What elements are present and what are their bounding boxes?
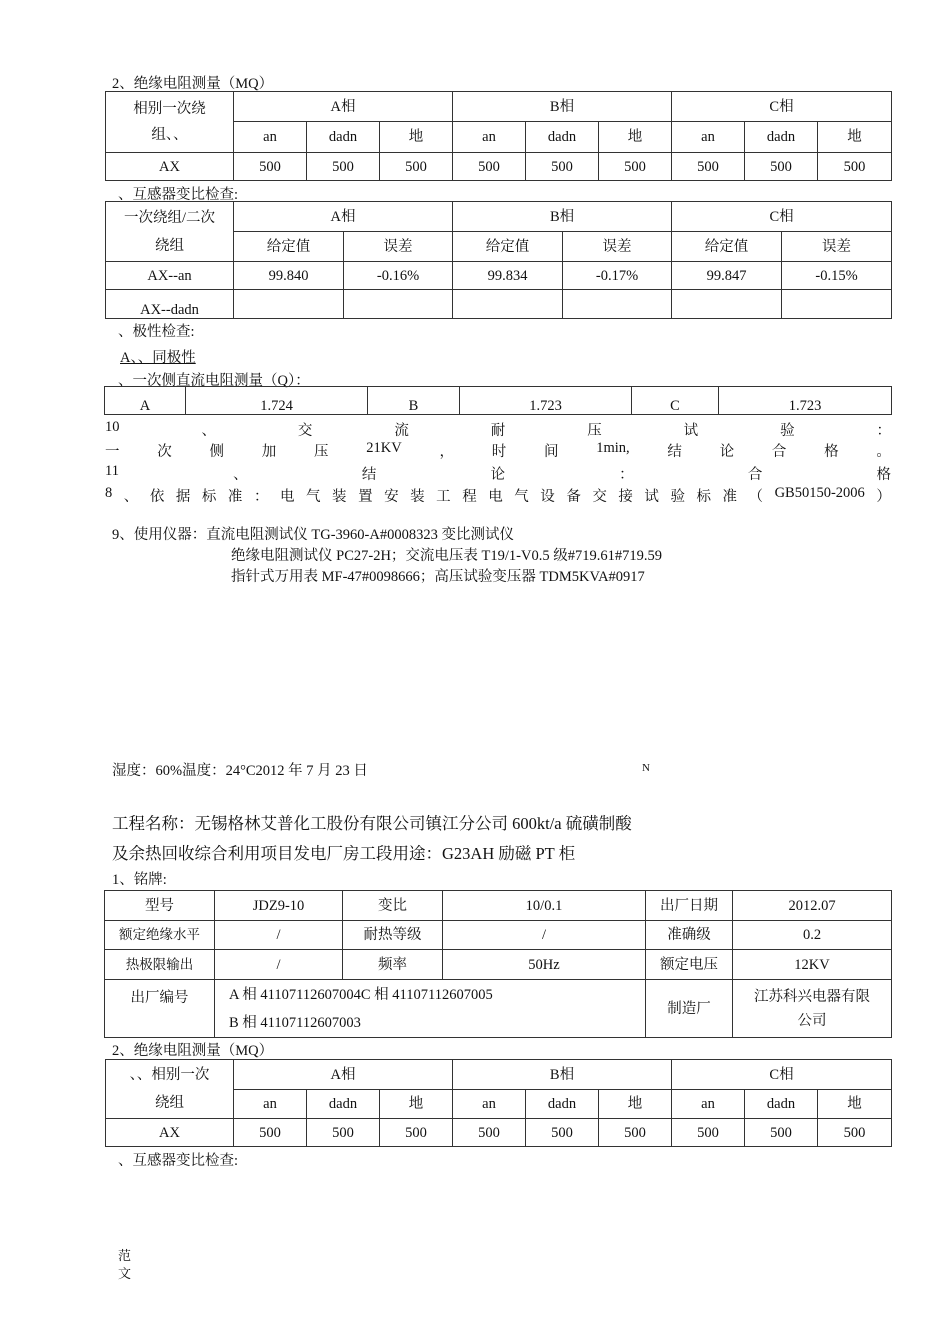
mark-glyph: N: [642, 762, 650, 774]
value-cell: 99.840: [234, 262, 344, 290]
value-cell: 500: [672, 153, 745, 181]
standard-line: 8 、 依 据 标 准 ： 电 气 装 置 安 装 工 程 电 气 设 备 交 接 试 验 标 准 （ GB50150-2006 ）: [105, 485, 891, 505]
phase-label: B: [368, 387, 460, 415]
value-cell: 1.723: [719, 387, 892, 415]
field-value: 江苏科兴电器有限 公司: [733, 980, 892, 1038]
sub-header: an: [453, 1090, 526, 1119]
row-label: AX--an: [106, 262, 234, 290]
phase-header: A相: [234, 1060, 453, 1090]
sub-header: dadn: [526, 122, 599, 153]
footer-char-2: 文: [118, 1266, 132, 1281]
sub-header: dadn: [307, 1090, 380, 1119]
value-cell: 500: [745, 153, 818, 181]
project-name-line-2: 及余热回收综合利用项目发电厂房工段用途：G23AH 励磁 PT 柜: [112, 844, 576, 863]
sub-header: 给定值: [234, 232, 344, 262]
field-label: 耐热等级: [343, 921, 443, 950]
phase-header: B相: [453, 1060, 672, 1090]
field-label: 额定绝缘水平: [105, 921, 215, 950]
value-cell: [563, 290, 672, 319]
value-cell: [782, 290, 892, 319]
dc-resistance-table: [104, 386, 892, 415]
sub-header: an: [672, 1090, 745, 1119]
phase-header: C相: [672, 1060, 892, 1090]
polarity-result: A、、同极性: [120, 350, 196, 366]
ac-withstand-line: 10 、 交 流 耐 压 试 验 ：: [105, 419, 891, 439]
value-cell: 500: [745, 1119, 818, 1147]
field-value: JDZ9-10: [215, 891, 343, 921]
phase-label: A: [105, 387, 186, 415]
value-cell: 500: [380, 1119, 453, 1147]
field-value: 50Hz: [443, 950, 646, 980]
value-cell: 500: [380, 153, 453, 181]
field-label: 热极限输出: [105, 950, 215, 980]
sub-header: 给定值: [672, 232, 782, 262]
sub-header: dadn: [307, 122, 380, 153]
value-cell: 500: [526, 1119, 599, 1147]
value-cell: 500: [818, 1119, 892, 1147]
sub-header: 地: [818, 122, 892, 153]
value-cell: 99.847: [672, 262, 782, 290]
corner-cell: 、、相别一次 绕组: [106, 1060, 234, 1119]
sub-header: 地: [380, 122, 453, 153]
value-cell: 500: [307, 1119, 380, 1147]
conclusion-line: 11 、 结 论 ： 合 格: [105, 463, 891, 483]
field-label: 准确级: [646, 921, 733, 950]
serial-numbers: A 相 41107112607004C 相 41107112607005 B 相 41107112607003: [215, 980, 646, 1038]
sub-header: an: [234, 1090, 307, 1119]
sub-header: 误差: [344, 232, 453, 262]
phase-header: A相: [234, 92, 453, 122]
field-value: /: [215, 921, 343, 950]
sub-header: 地: [599, 122, 672, 153]
field-value: 2012.07: [733, 891, 892, 921]
value-cell: [234, 290, 344, 319]
corner-cell: 相别一次绕 组、、: [106, 92, 234, 153]
value-cell: 500: [672, 1119, 745, 1147]
value-cell: 99.834: [453, 262, 563, 290]
field-label: 型号: [105, 891, 215, 921]
value-cell: 500: [818, 153, 892, 181]
sub-header: 给定值: [453, 232, 563, 262]
value-cell: 500: [599, 153, 672, 181]
value-cell: 500: [453, 153, 526, 181]
instruments-line-3: 指针式万用表 MF-47#0098666；高压试验变压器 TDM5KVA#0917: [231, 569, 645, 585]
value-cell: 500: [526, 153, 599, 181]
sub-header: 地: [599, 1090, 672, 1119]
value-cell: 500: [453, 1119, 526, 1147]
row-label: AX: [106, 153, 234, 181]
field-label: 额定电压: [646, 950, 733, 980]
footer-char-1: 范: [118, 1248, 132, 1263]
field-label: 出厂编号: [105, 980, 215, 1038]
ac-withstand-detail: 一 次 侧 加 压 21KV ， 时 间 1min, 结 论 合 格 。: [105, 440, 891, 460]
value-cell: [453, 290, 563, 319]
value-cell: 500: [307, 153, 380, 181]
row-label: AX--dadn: [106, 290, 234, 319]
sub-header: an: [453, 122, 526, 153]
value-cell: 500: [234, 1119, 307, 1147]
value-cell: [344, 290, 453, 319]
field-label: 制造厂: [646, 980, 733, 1038]
phase-header: B相: [453, 92, 672, 122]
sub-header: dadn: [745, 122, 818, 153]
environment-line: 湿度：60%温度：24°C2012 年 7 月 23 日: [112, 763, 368, 779]
field-value: /: [443, 921, 646, 950]
instruments-line-1: 9、使用仪器：直流电阻测试仪 TG-3960-A#0008323 变比测试仪: [112, 527, 514, 543]
field-value: /: [215, 950, 343, 980]
insulation-table-1: [105, 91, 892, 181]
corner-cell: 一次绕组/二次 绕组: [106, 202, 234, 262]
value-cell: -0.17%: [563, 262, 672, 290]
polarity-title: 、极性检查:: [118, 324, 195, 340]
field-value: 10/0.1: [443, 891, 646, 921]
value-cell: [672, 290, 782, 319]
phase-header: C相: [672, 202, 892, 232]
sub-header: an: [672, 122, 745, 153]
instruments-line-2: 绝缘电阻测试仪 PC27-2H；交流电压表 T19/1-V0.5 级#719.61#719.59: [231, 548, 662, 564]
sub-header: 地: [380, 1090, 453, 1119]
ratio-title-2: 、互感器变比检查:: [118, 1153, 239, 1169]
nameplate-title: 1、铭牌:: [112, 872, 167, 888]
row-label: AX: [106, 1119, 234, 1147]
sub-header: 地: [818, 1090, 892, 1119]
sub-header: 误差: [563, 232, 672, 262]
nameplate-table: [104, 890, 892, 1038]
field-label: 频率: [343, 950, 443, 980]
value-cell: 1.724: [186, 387, 368, 415]
value-cell: 1.723: [460, 387, 632, 415]
insulation-table-2: [105, 1059, 892, 1147]
field-label: 变比: [343, 891, 443, 921]
ratio-title: 、互感器变比检查:: [118, 187, 239, 203]
sub-header: 误差: [782, 232, 892, 262]
field-label: 出厂日期: [646, 891, 733, 921]
value-cell: 500: [599, 1119, 672, 1147]
insulation-title-2: 2、绝缘电阻测量（MQ）: [112, 1043, 274, 1059]
dc-resistance-title: 、一次侧直流电阻测量（Q）：: [118, 373, 310, 389]
value-cell: -0.15%: [782, 262, 892, 290]
ratio-table: [105, 201, 892, 319]
project-name-line-1: 工程名称：无锡格林艾普化工股份有限公司镇江分公司 600kt/a 硫磺制酸: [112, 814, 632, 833]
insulation-title: 2、绝缘电阻测量（MQ）: [112, 76, 274, 92]
phase-header: B相: [453, 202, 672, 232]
sub-header: an: [234, 122, 307, 153]
phase-label: C: [632, 387, 719, 415]
field-value: 0.2: [733, 921, 892, 950]
phase-header: A相: [234, 202, 453, 232]
sub-header: dadn: [526, 1090, 599, 1119]
phase-header: C相: [672, 92, 892, 122]
field-value: 12KV: [733, 950, 892, 980]
value-cell: 500: [234, 153, 307, 181]
value-cell: -0.16%: [344, 262, 453, 290]
sub-header: dadn: [745, 1090, 818, 1119]
